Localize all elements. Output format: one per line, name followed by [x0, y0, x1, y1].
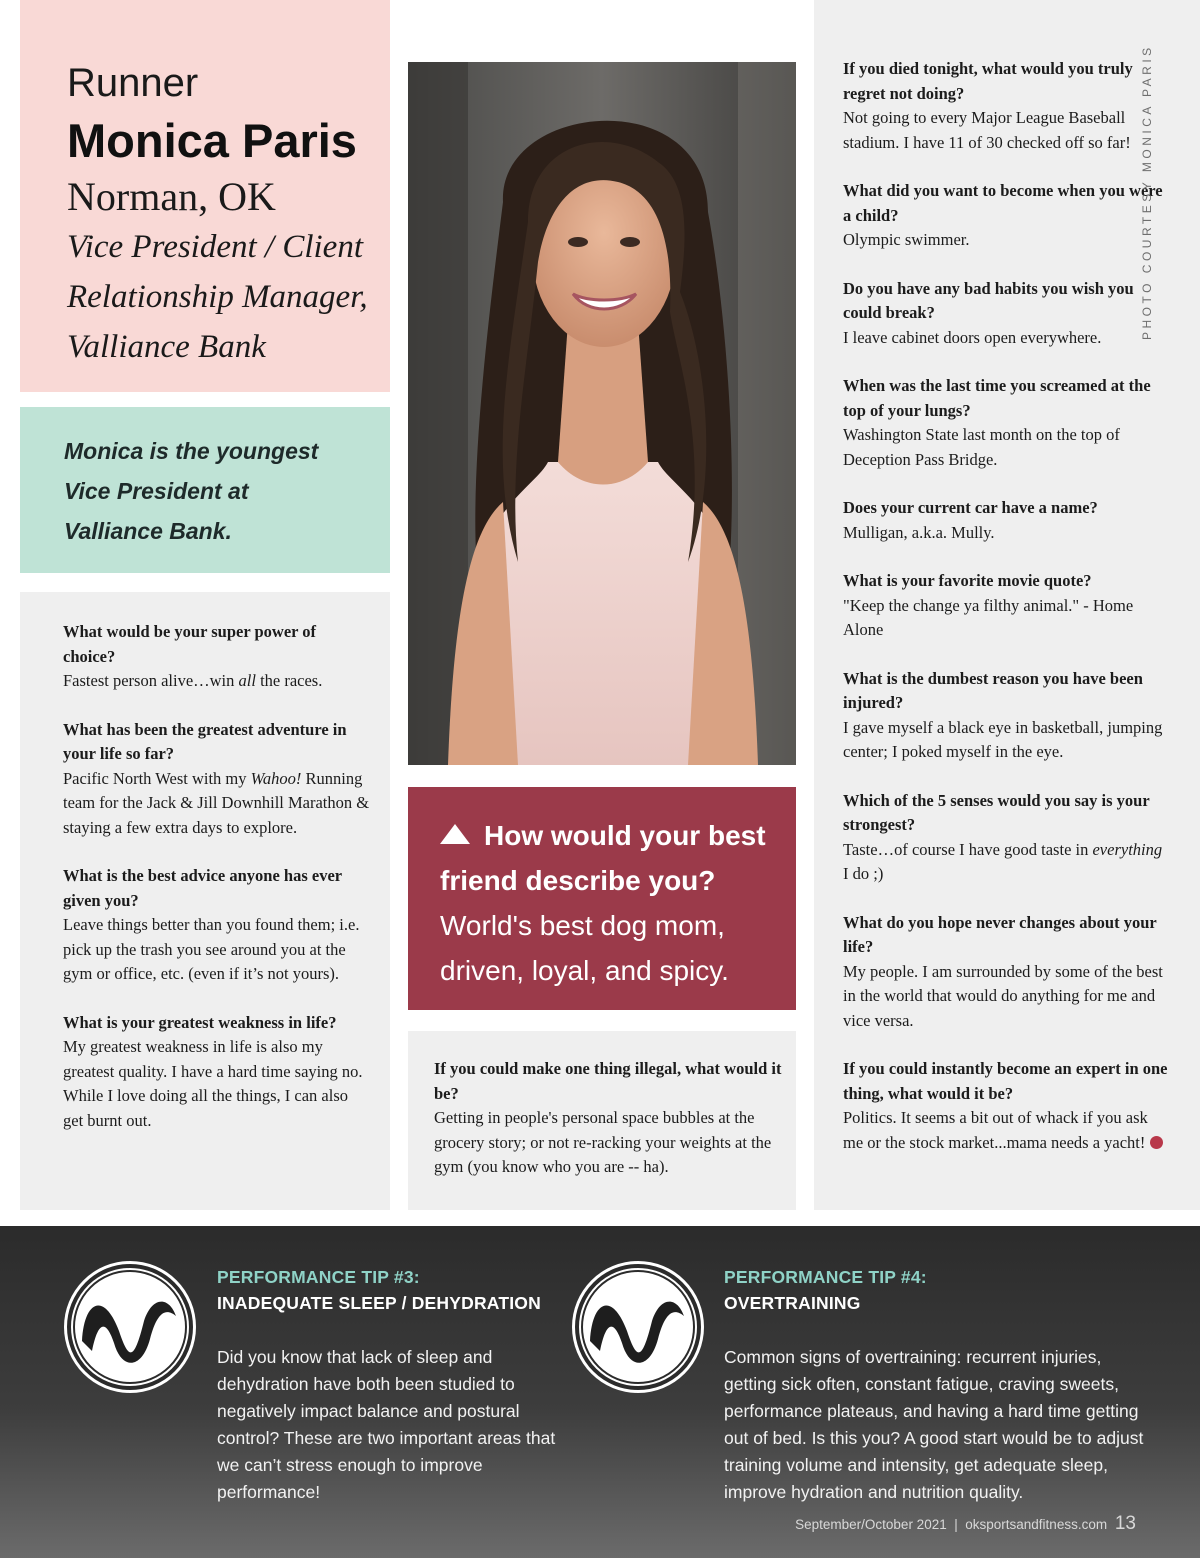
- qa-question: If you could instantly become an expert in one thing, what would it be?: [843, 1059, 1168, 1103]
- qa-item: [843, 277, 1170, 351]
- photo-credit: PHOTO COURTESY MONICA PARIS: [1140, 44, 1154, 340]
- qa-item: [63, 620, 372, 694]
- profile-title-line: Vice President / Client: [67, 229, 364, 265]
- qa-answer: Politics. It seems a bit out of whack if you ask me or the stock market...mama needs a yacht!: [843, 1106, 1170, 1155]
- tip-number: PERFORMANCE TIP #4:: [724, 1267, 927, 1287]
- footer-separator: |: [954, 1517, 958, 1532]
- qa-question: What would be your super power of choice?: [63, 622, 317, 666]
- profile-header: [20, 0, 390, 392]
- qa-question: What is your favorite movie quote?: [843, 571, 1092, 590]
- qa-question: If you died tonight, what would you truly regret not doing?: [843, 59, 1133, 103]
- qa-item: [63, 1011, 372, 1134]
- tip-body: Common signs of overtraining: recurrent injuries, getting sick often, constant fatigue, craving sweets, performance plateaus, and having a hard time getting out of bed. Is this you? A good start would be to adjust training volume and intensity, get adequate sleep, improve hydration and nutrition quality.: [724, 1347, 1144, 1502]
- left-qa-section: [20, 592, 390, 1210]
- qa-answer: Pacific North West with my Wahoo! Running team for the Jack & Jill Downhill Marathon & staying a few extra days to explore.: [63, 768, 370, 837]
- qa-item: [843, 667, 1170, 765]
- pull-quote-line: Valliance Bank.: [64, 518, 232, 544]
- tip-4: [724, 1264, 1154, 1506]
- best-friend-callout: [408, 787, 796, 1010]
- qa-item: [843, 374, 1170, 472]
- profile-title-line: Relationship Manager,: [67, 279, 368, 315]
- qa-item: [843, 911, 1170, 1034]
- profile-category: Runner: [67, 61, 199, 105]
- brand-logo-icon: [64, 1261, 196, 1393]
- qa-question: Do you have any bad habits you wish you could break?: [843, 278, 1134, 322]
- triangle-icon: [440, 824, 470, 844]
- qa-answer: Mulligan, a.k.a. Mully.: [843, 522, 995, 542]
- profile-name: Monica Paris: [67, 114, 357, 167]
- qa-answer: My greatest weakness in life is also my greatest quality. I have a hard time saying no. While I love doing all the things, I can also get burnt out.: [63, 1037, 363, 1130]
- pull-quote-line: Monica is the youngest: [64, 438, 319, 464]
- page-number: 13: [1114, 1513, 1136, 1534]
- qa-answer: I leave cabinet doors open everywhere.: [843, 327, 1102, 347]
- pull-quote-line: Vice President at: [64, 478, 249, 504]
- qa-answer: Fastest person alive…win all the races.: [63, 671, 323, 690]
- qa-item: [843, 569, 1170, 643]
- qa-answer: I gave myself a black eye in basketball, jumping center; I poked myself in the eye.: [843, 717, 1163, 761]
- page-footer: [795, 1513, 1136, 1535]
- qa-question: When was the last time you screamed at the top of your lungs?: [843, 376, 1151, 420]
- portrait-photo: [408, 62, 796, 765]
- callout-answer: World's best dog mom, driven, loyal, and spicy.: [440, 910, 729, 986]
- tip-body: Did you know that lack of sleep and dehydration have both been studied to negatively impact balance and postural control? These are two important areas that we can’t stress enough to improve performance!: [217, 1347, 556, 1502]
- qa-answer: Not going to every Major League Baseball stadium. I have 11 of 30 checked off so far!: [843, 108, 1131, 152]
- profile-location: Norman, OK: [67, 174, 276, 219]
- portrait-image: [408, 62, 796, 765]
- qa-question: What has been the greatest adventure in your life so far?: [63, 719, 347, 763]
- baseball-emoji-icon: [1150, 1136, 1163, 1149]
- qa-answer: Olympic swimmer.: [843, 230, 970, 249]
- qa-question: What do you hope never changes about your life?: [843, 912, 1157, 956]
- mid-qa-section: [408, 1031, 796, 1210]
- brand-logo-icon: [572, 1261, 704, 1393]
- tip-number: PERFORMANCE TIP #3:: [217, 1267, 420, 1287]
- qa-answer: Washington State last month on the top of Deception Pass Bridge.: [843, 425, 1120, 469]
- qa-question: What is the dumbest reason you have been injured?: [843, 668, 1143, 712]
- tip-heading: OVERTRAINING: [724, 1293, 861, 1313]
- issue-date: September/October 2021: [795, 1517, 947, 1532]
- qa-question: If you could make one thing illegal, what would it be?: [434, 1059, 782, 1103]
- performance-tips-footer: [0, 1226, 1200, 1558]
- qa-item: [843, 179, 1170, 253]
- qa-item: [843, 1057, 1170, 1155]
- qa-item: [843, 57, 1170, 155]
- qa-answer: Getting in people's personal space bubbles at the grocery story; or not re-racking your weights at the gym (you know who you are -- ha).: [434, 1108, 772, 1176]
- qa-item: [63, 864, 372, 987]
- qa-question: What is the best advice anyone has ever given you?: [63, 866, 342, 910]
- qa-item: [843, 496, 1170, 545]
- qa-question: What did you want to become when you were a child?: [843, 181, 1163, 225]
- qa-answer: Leave things better than you found them; i.e. pick up the trash you see around you at the gym or office, etc. (even if it’s not yours).: [63, 915, 360, 983]
- qa-answer: My people. I am surrounded by some of the best in the world that would do anything for me and vice versa.: [843, 961, 1163, 1030]
- profile-title-line: Valliance Bank: [67, 329, 266, 365]
- qa-question: Which of the 5 senses would you say is your strongest?: [843, 790, 1150, 834]
- qa-answer: Taste…of course I have good taste in everything I do ;): [843, 839, 1163, 883]
- qa-question: Does your current car have a name?: [843, 498, 1098, 517]
- pull-quote: [20, 407, 390, 573]
- tip-3: [217, 1264, 557, 1506]
- callout-question: How would your best friend describe you?: [440, 820, 766, 896]
- qa-answer: "Keep the change ya filthy animal." - Home Alone: [843, 595, 1134, 639]
- qa-item: [843, 789, 1170, 887]
- tip-heading: INADEQUATE SLEEP / DEHYDRATION: [217, 1293, 541, 1313]
- qa-item: [63, 718, 372, 841]
- site-url[interactable]: oksportsandfitness.com: [965, 1517, 1108, 1532]
- qa-question: What is your greatest weakness in life?: [63, 1012, 337, 1032]
- qa-item: [434, 1057, 782, 1180]
